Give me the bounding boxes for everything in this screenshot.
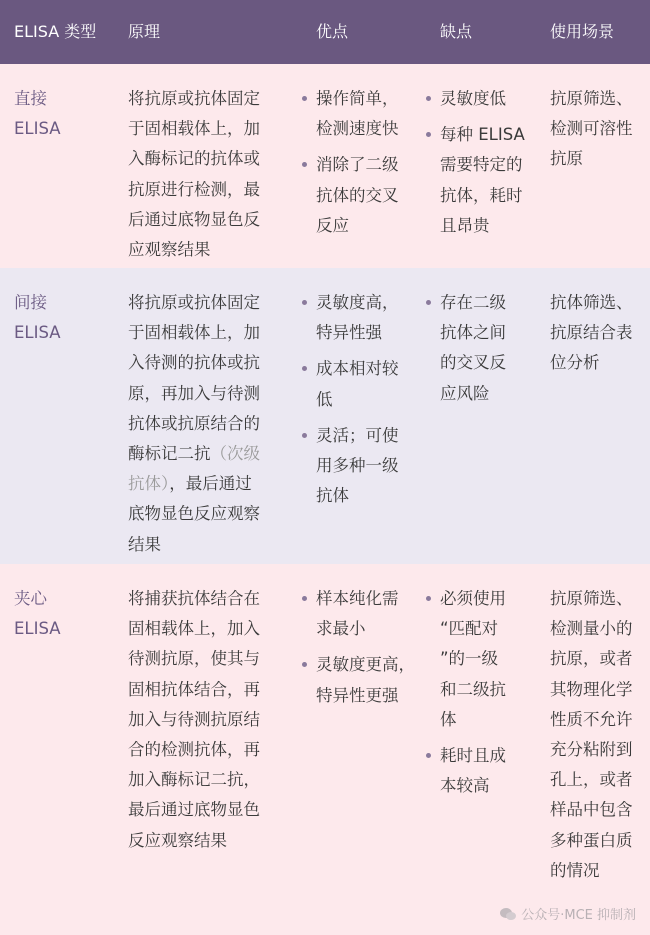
table-row-direct: [0, 64, 650, 268]
cons-line: “匹配对: [440, 619, 499, 639]
usage-line: 充分粘附到: [550, 740, 633, 760]
type-label: 直接: [14, 89, 47, 108]
principle-text: ，最后通过: [169, 474, 252, 494]
principle-line: 反应观察结果: [128, 830, 227, 850]
type-label: 间接: [14, 293, 47, 312]
type-cell: [14, 288, 61, 348]
usage-line: 抗原: [550, 149, 583, 169]
bullet-icon: [426, 96, 431, 101]
principle-line: 将抗原或抗体固定: [128, 293, 260, 312]
principle-cell: [128, 288, 260, 560]
wechat-icon: [499, 907, 517, 921]
cons-line: 需要特定的: [440, 155, 523, 175]
cons-list: [440, 288, 506, 415]
usage-line: 检测量小的: [550, 619, 633, 639]
type-cell: [14, 584, 61, 644]
pros-line: 抗体: [316, 486, 349, 506]
cons-line: 且昂贵: [440, 215, 490, 235]
cons-item: [440, 741, 506, 801]
cons-line: 存在二级: [440, 293, 506, 312]
bullet-icon: [426, 300, 431, 305]
cons-line: 每种 ELISA: [440, 125, 525, 145]
bullet-icon: [302, 662, 307, 667]
pros-line: 灵敏度更高，: [316, 655, 415, 675]
bullet-icon: [426, 132, 431, 137]
pros-line: 操作简单，: [316, 89, 399, 108]
principle-line: 后通过底物显色反: [128, 209, 260, 229]
principle-line: 将抗原或抗体固定: [128, 89, 260, 108]
usage-line: 位分析: [550, 353, 600, 373]
principle-line: [128, 439, 260, 469]
principle-line: 将捕获抗体结合在: [128, 589, 260, 608]
cons-list: [440, 84, 525, 247]
cons-line: 抗体之间: [440, 323, 506, 343]
header-pros: 优点: [316, 22, 349, 41]
principle-line: 最后通过底物显色: [128, 800, 260, 820]
bullet-icon: [302, 300, 307, 305]
type-cell: [14, 84, 61, 144]
type-label-elisa: ELISA: [14, 323, 61, 343]
principle-line: 于固相载体上，加: [128, 119, 260, 139]
bullet-icon: [302, 366, 307, 371]
cons-item: [440, 84, 525, 114]
principle-line: [128, 469, 260, 499]
pros-line: 消除了二级: [316, 155, 399, 175]
cons-line: 本较高: [440, 776, 490, 796]
cons-line: 体: [440, 709, 457, 729]
pros-line: 求最小: [316, 619, 366, 639]
header-principle: 原理: [128, 22, 161, 41]
principle-line: 结果: [128, 534, 161, 554]
header-cons: 缺点: [440, 22, 473, 41]
cons-line: 抗体，耗时: [440, 185, 523, 205]
pros-list: [316, 288, 399, 517]
principle-line: 合的检测抗体，再: [128, 740, 260, 760]
pros-item: [316, 288, 399, 348]
principle-line: 固相载体上，加入: [128, 619, 260, 639]
bullet-icon: [302, 433, 307, 438]
usage-line: 的情况: [550, 860, 600, 880]
pros-line: 低: [316, 389, 333, 409]
cons-line: 必须使用: [440, 589, 506, 608]
pros-line: 成本相对较: [316, 359, 399, 379]
cons-item: [440, 120, 525, 241]
pros-list: [316, 584, 415, 717]
principle-line: 抗原进行检测，最: [128, 179, 260, 199]
bullet-icon: [426, 596, 431, 601]
cons-line: 的交叉反: [440, 353, 506, 373]
principle-line: 固相抗体结合，再: [128, 679, 260, 699]
pros-line: 特异性更强: [316, 685, 399, 705]
pros-item: [316, 150, 399, 241]
pros-list: [316, 84, 399, 247]
pros-line: 用多种一级: [316, 456, 399, 476]
principle-line: 加入酶标记二抗，: [128, 770, 260, 790]
principle-note: 抗体）: [128, 474, 170, 494]
bullet-icon: [302, 596, 307, 601]
principle-cell: [128, 84, 260, 265]
usage-line: 性质不允许: [550, 709, 633, 729]
usage-line: 多种蛋白质: [550, 830, 633, 850]
usage-line: 孔上，或者: [550, 770, 633, 790]
principle-cell: [128, 584, 260, 856]
usage-line: 样品中包含: [550, 800, 633, 820]
principle-line: 原，再加入与待测: [128, 383, 260, 403]
cons-list: [440, 584, 506, 807]
usage-cell: [550, 288, 633, 379]
type-label: 夹心: [14, 589, 47, 608]
principle-line: 底物显色反应观察: [128, 504, 260, 524]
usage-cell: [550, 584, 633, 886]
usage-cell: [550, 84, 633, 175]
type-label-elisa: ELISA: [14, 119, 61, 139]
pros-line: 抗体的交叉: [316, 185, 399, 205]
principle-text: 酶标记二抗: [128, 444, 211, 464]
bullet-icon: [302, 162, 307, 167]
principle-note: （次级: [210, 444, 260, 464]
header-type: ELISA 类型: [14, 22, 97, 41]
pros-line: 灵活；可使: [316, 425, 399, 445]
principle-line: 于固相载体上，加: [128, 323, 260, 343]
usage-line: 抗原筛选、: [550, 89, 633, 108]
principle-line: 入待测的抗体或抗: [128, 353, 260, 373]
usage-line: 抗原筛选、: [550, 589, 633, 608]
cons-item: [440, 288, 506, 409]
usage-line: 抗体筛选、: [550, 293, 633, 312]
pros-line: 检测速度快: [316, 119, 399, 139]
principle-line: 入酶标记的抗体或: [128, 149, 260, 169]
pros-line: 反应: [316, 215, 349, 235]
pros-item: [316, 650, 415, 710]
cons-line: ”的一级: [440, 649, 499, 669]
cons-line: 和二级抗: [440, 679, 506, 699]
usage-line: 其物理化学: [550, 679, 633, 699]
cons-line: 应风险: [440, 383, 490, 403]
table-row-sandwich: [0, 564, 650, 935]
pros-item: [316, 421, 399, 512]
principle-line: 应观察结果: [128, 240, 211, 260]
pros-line: 特异性强: [316, 323, 382, 343]
cons-item: [440, 584, 506, 735]
pros-item: [316, 584, 415, 644]
usage-line: 检测可溶性: [550, 119, 633, 139]
bullet-icon: [426, 753, 431, 758]
principle-line: 抗体或抗原结合的: [128, 413, 260, 433]
pros-line: 灵敏度高，: [316, 293, 399, 312]
usage-line: 抗原结合表: [550, 323, 633, 343]
watermark: [499, 904, 636, 923]
pros-line: 样本纯化需: [316, 589, 399, 608]
watermark-text: 公众号·MCE 抑制剂: [521, 908, 636, 923]
bullet-icon: [302, 96, 307, 101]
type-label-elisa: ELISA: [14, 619, 61, 639]
pros-item: [316, 354, 399, 414]
cons-line: 灵敏度低: [440, 89, 506, 108]
table-row-indirect: [0, 268, 650, 564]
table-header: [0, 0, 650, 64]
cons-line: 耗时且成: [440, 746, 506, 766]
principle-line: 加入与待测抗原结: [128, 709, 260, 729]
header-usage: 使用场景: [550, 22, 615, 41]
usage-line: 抗原，或者: [550, 649, 633, 669]
principle-line: 待测抗原，使其与: [128, 649, 260, 669]
pros-item: [316, 84, 399, 144]
